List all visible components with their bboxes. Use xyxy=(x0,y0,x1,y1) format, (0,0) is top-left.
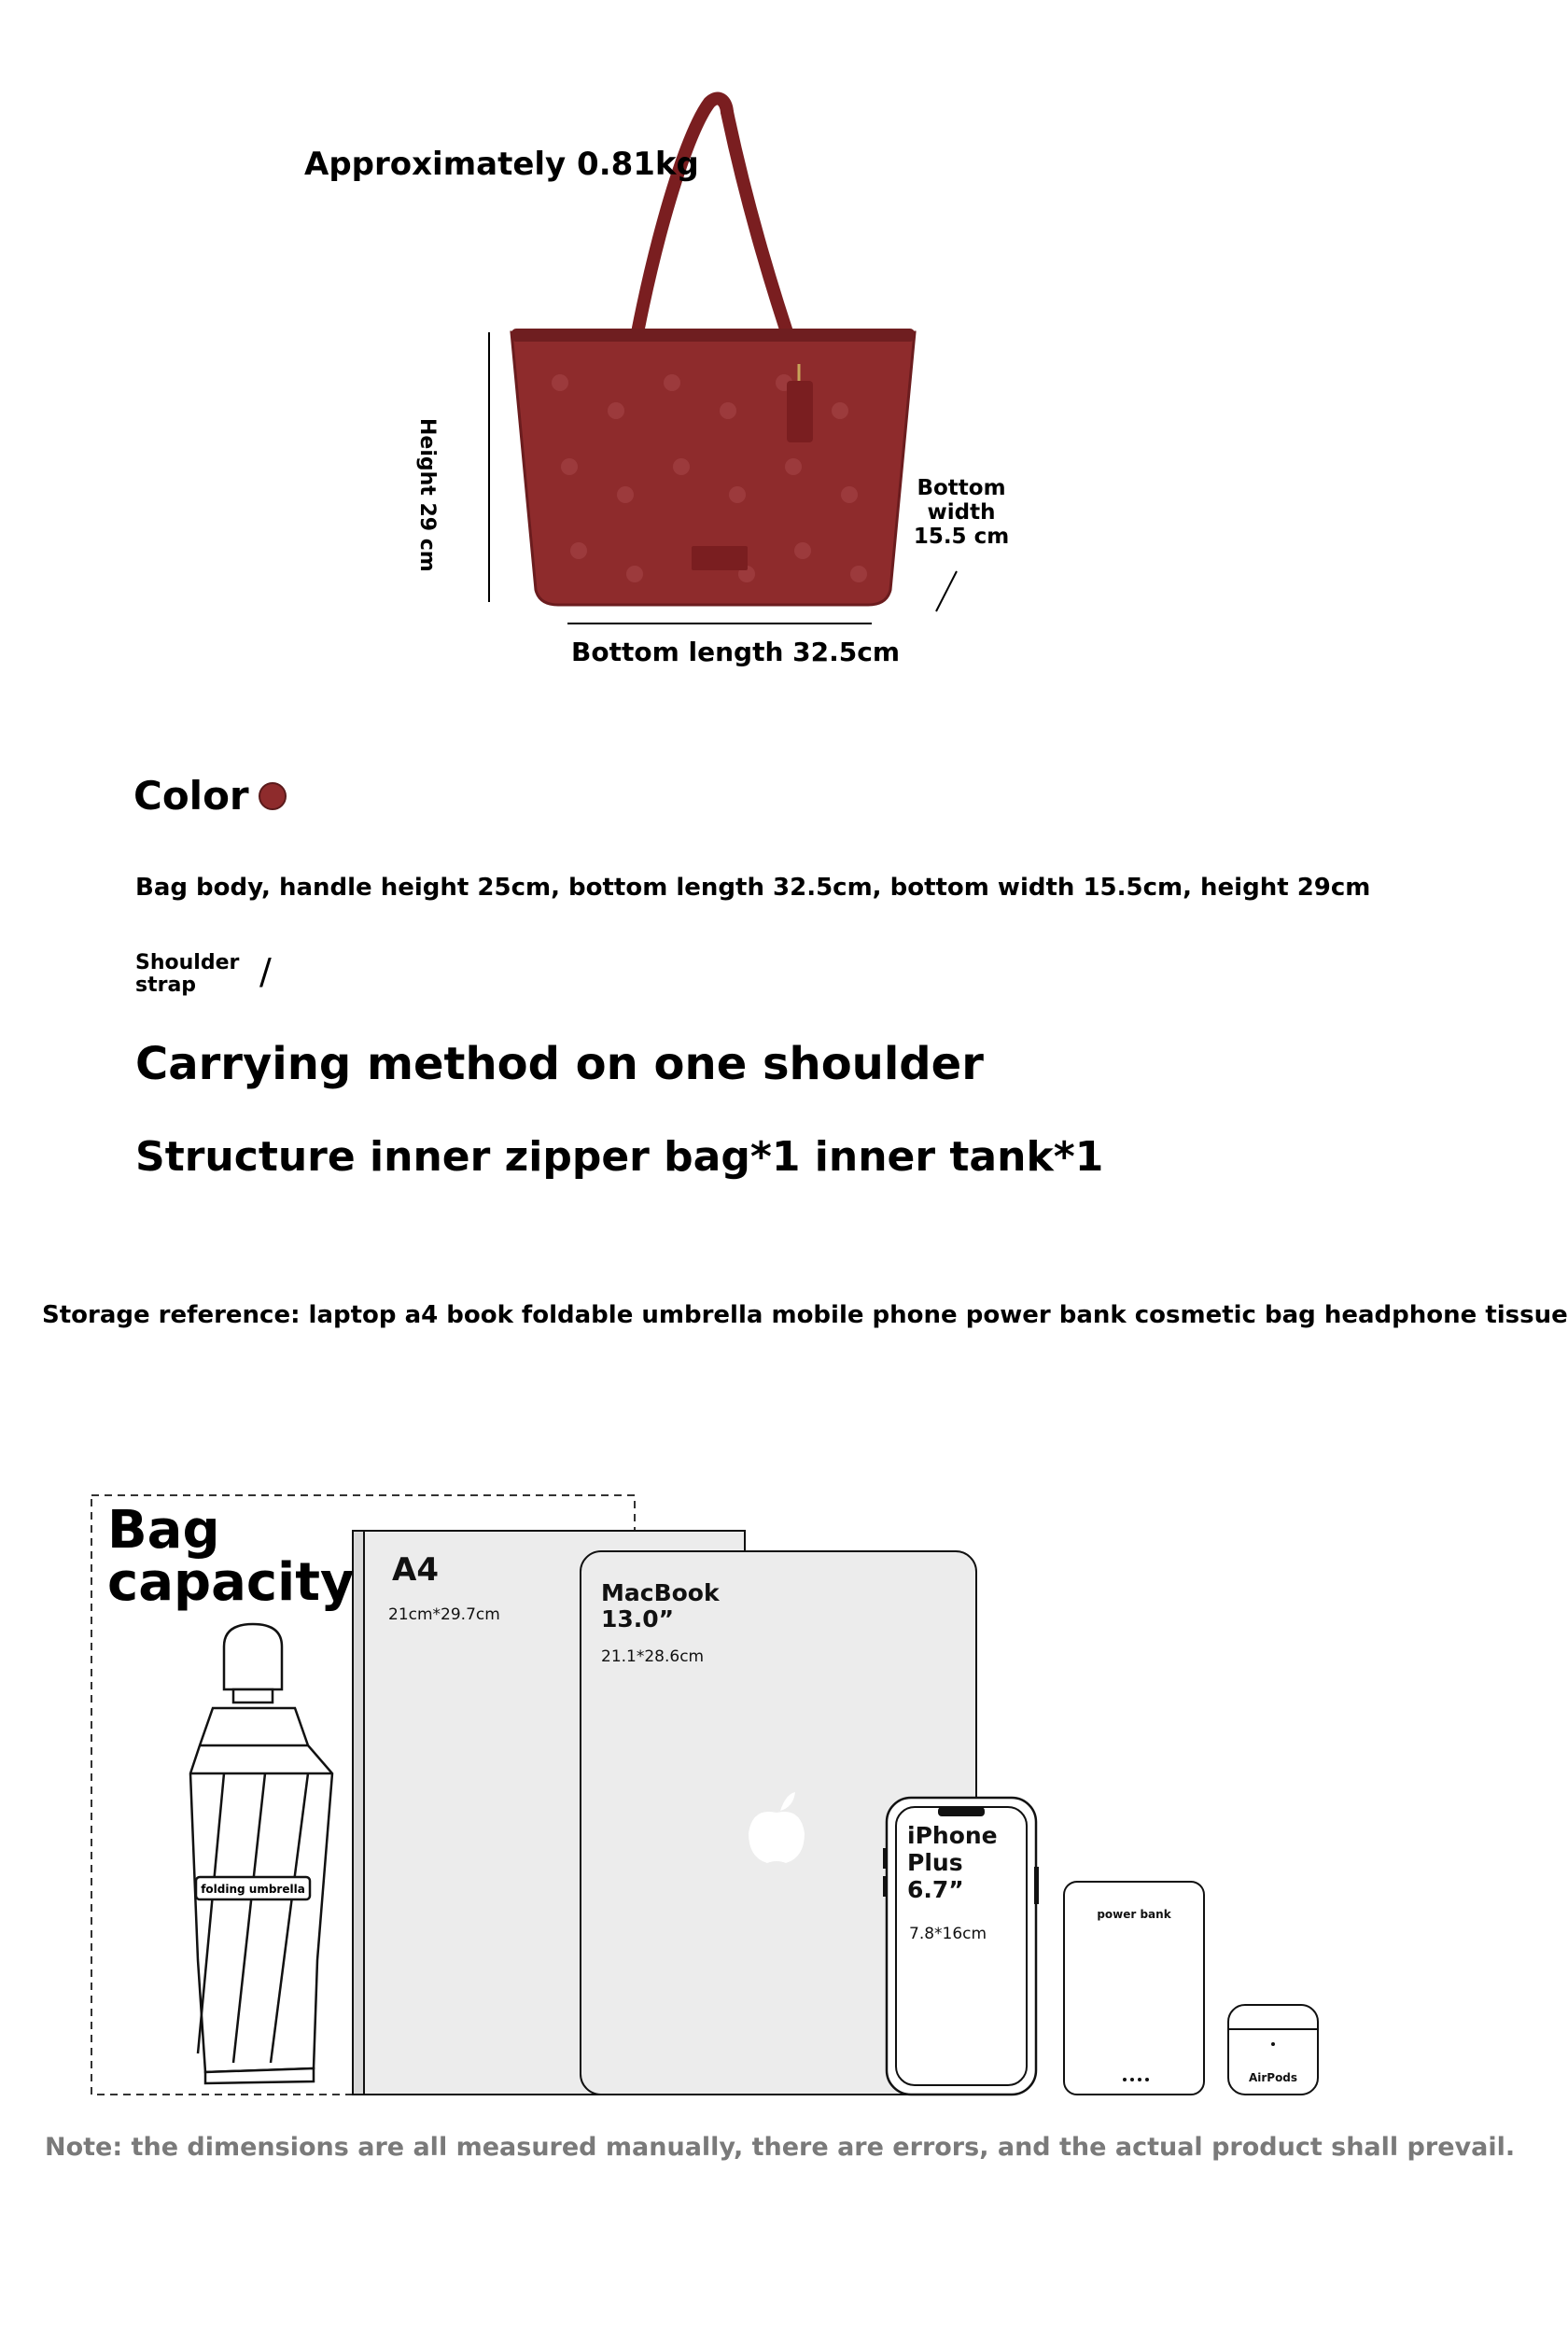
storage-reference: Storage reference: laptop a4 book foldable umbrella mobile phone power bank cosmetic bag headphone tissue xyxy=(42,1301,1568,1329)
bag-illustration xyxy=(0,0,1400,672)
power-bank-label: power bank xyxy=(1097,1908,1171,1921)
bottom-length-label: Bottom length 32.5cm xyxy=(571,637,900,667)
umbrella-label: folding umbrella xyxy=(201,1883,305,1896)
bag-weight: Approximately 0.81kg xyxy=(304,146,699,183)
umbrella-icon xyxy=(190,1624,332,2083)
shoulder-strap-label: Shoulder strap xyxy=(135,951,240,997)
bag-hang-tag xyxy=(787,381,813,442)
bottom-width-label: Bottom width 15.5 cm xyxy=(913,476,1010,549)
a4-size: 21cm*29.7cm xyxy=(388,1605,500,1624)
shoulder-strap-value: / xyxy=(259,951,272,992)
iphone-size: 7.8*16cm xyxy=(909,1925,987,1943)
bag-logo-patch xyxy=(692,546,748,570)
macbook-title-line2: 13.0” xyxy=(601,1605,675,1632)
bag-body-spec: Bag body, handle height 25cm, bottom length 32.5cm, bottom width 15.5cm, height 29cm xyxy=(135,874,1371,902)
width-dimension-line xyxy=(936,571,957,611)
iphone-title-line2: Plus xyxy=(907,1849,963,1876)
macbook-size: 21.1*28.6cm xyxy=(601,1647,705,1666)
color-title: Color xyxy=(133,773,249,819)
macbook-title-line1: MacBook xyxy=(601,1579,720,1606)
structure-spec: Structure inner zipper bag*1 inner tank*1 xyxy=(135,1133,1104,1181)
color-swatch xyxy=(259,782,287,810)
iphone-title-line1: iPhone xyxy=(907,1822,998,1849)
iphone-title-line3: 6.7” xyxy=(907,1876,964,1903)
carrying-method: Carrying method on one shoulder xyxy=(135,1038,984,1090)
capacity-title-line1: Bag xyxy=(107,1500,220,1561)
disclaimer-note: Note: the dimensions are all measured manually, there are errors, and the actual product shall prevail. xyxy=(45,2133,1516,2162)
a4-title: A4 xyxy=(392,1551,439,1589)
airpods-label: AirPods xyxy=(1248,2071,1298,2084)
capacity-title xyxy=(107,1500,355,1613)
capacity-title-line2: capacity xyxy=(107,1552,355,1613)
height-label: Height 29 cm xyxy=(415,418,439,572)
